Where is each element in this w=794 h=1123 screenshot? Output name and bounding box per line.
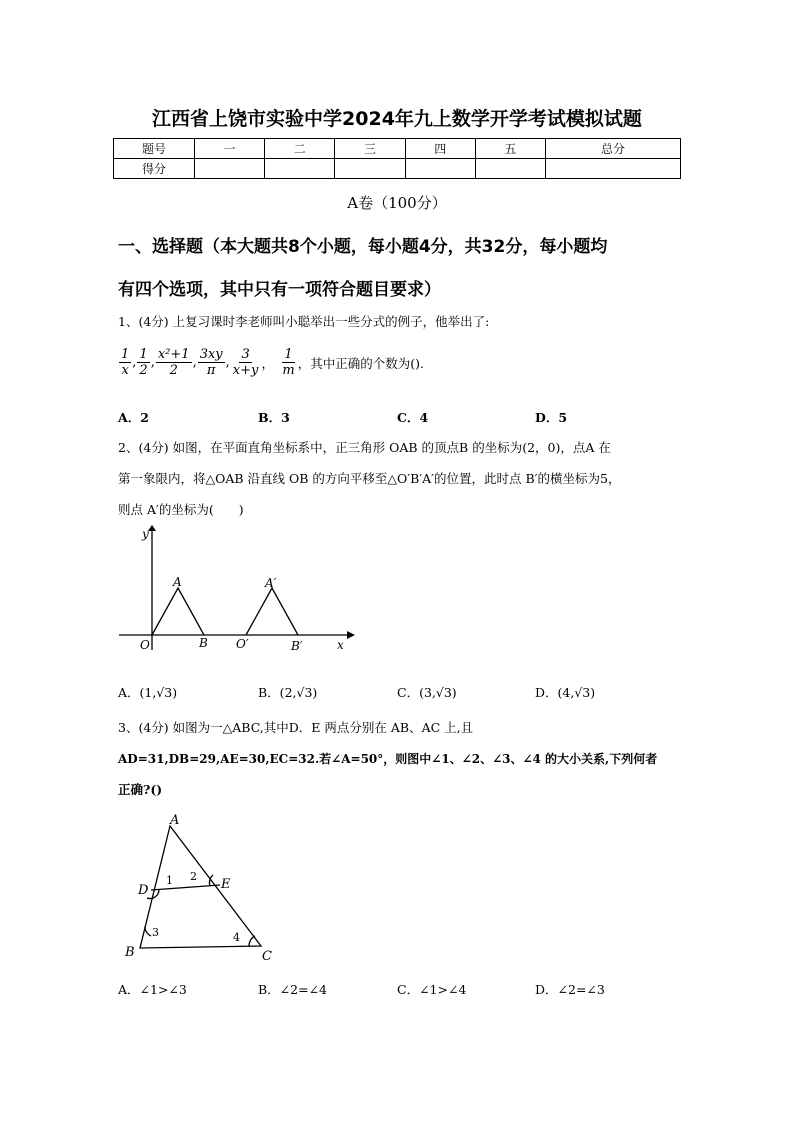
triangle-oab bbox=[152, 588, 204, 635]
part1-heading-line1: 一、选择题（本大题共8个小题，每小题4分，共32分，每小题均 bbox=[118, 237, 608, 257]
fraction: $\frac{1}{2}$ bbox=[139, 347, 148, 378]
q2-line2: 第一象限内，将△OAB 沿直线 OB 的方向平移至△O′B′A′的位置，此时点 B′的横坐标为5， bbox=[118, 471, 621, 486]
label-b: B bbox=[125, 945, 135, 960]
score-input-cell[interactable] bbox=[546, 159, 681, 179]
exam-title: 江西省上饶市实验中学2024年九上数学开学考试模拟试题 bbox=[152, 108, 642, 130]
q1-option-b[interactable]: B．3 bbox=[258, 410, 290, 425]
q3-line1: 3、(4分) 如图为一△ABC,其中D．E 两点分别在 AB、AC 上,且 bbox=[118, 720, 474, 735]
label-x: x bbox=[337, 638, 344, 652]
table-cell: 得分 bbox=[114, 159, 195, 179]
label-a: A bbox=[170, 813, 180, 828]
table-cell: 一 bbox=[195, 139, 265, 159]
score-table bbox=[113, 138, 681, 179]
section-title: A卷（100分） bbox=[347, 194, 447, 212]
q2-option-b[interactable]: B．(2,√3) bbox=[258, 685, 318, 700]
q2-option-a[interactable]: A．(1,√3) bbox=[118, 685, 178, 700]
triangle-o2a2b2 bbox=[246, 588, 298, 635]
q3-triangle-figure bbox=[118, 812, 288, 964]
angle-label-1: 1 bbox=[166, 874, 173, 887]
fraction: $\frac{3xy}{\pi}$ bbox=[199, 347, 223, 378]
q1-fraction-list: $\frac{1}{x}$ , $\frac{1}{2}$ , $\frac{\text{x²+1}}{2}$ , $\frac{3xy}{\pi}$ , $\frac{3}{x+y}$ ， $\frac{1}{m}$ ，其中正确的个数为(). bbox=[121, 347, 424, 378]
score-input-cell[interactable] bbox=[405, 159, 475, 179]
fraction: $\frac{1}{m}$ bbox=[282, 347, 295, 378]
score-input-cell[interactable] bbox=[265, 159, 335, 179]
q3-line2: AD=31,DB=29,AE=30,EC=32.若∠A=50°，则图中∠1、∠2、∠3、∠4 的大小关系,下列何者 bbox=[118, 752, 658, 766]
score-input-cell[interactable] bbox=[475, 159, 545, 179]
q3-option-d[interactable]: D．∠2=∠3 bbox=[535, 982, 605, 997]
q1-option-d[interactable]: D．5 bbox=[535, 410, 568, 425]
label-d: D bbox=[138, 883, 149, 898]
table-cell: 题号 bbox=[114, 139, 195, 159]
fraction: $\frac{3}{x+y}$ bbox=[232, 347, 259, 378]
angle-3-arc bbox=[145, 926, 151, 936]
y-axis-arrow bbox=[148, 525, 156, 531]
fraction: $\frac{1}{x}$ bbox=[121, 347, 130, 378]
table-cell: 四 bbox=[405, 139, 475, 159]
score-input-cell[interactable] bbox=[335, 159, 405, 179]
q2-line3: 则点 A′的坐标为( ) bbox=[118, 502, 244, 517]
table-cell: 五 bbox=[475, 139, 545, 159]
label-o-prime: O′ bbox=[236, 637, 249, 651]
q3-option-b[interactable]: B．∠2=∠4 bbox=[258, 982, 328, 997]
score-input-cell[interactable] bbox=[195, 159, 265, 179]
label-b: B bbox=[199, 636, 208, 650]
label-e: E bbox=[221, 877, 231, 892]
q1-option-a[interactable]: A．2 bbox=[118, 410, 149, 425]
label-b-prime: B′ bbox=[291, 639, 303, 653]
x-axis-arrow bbox=[347, 631, 355, 639]
q2-coordinate-figure bbox=[115, 525, 355, 655]
table-cell: 二 bbox=[265, 139, 335, 159]
label-y: y bbox=[142, 527, 149, 541]
label-a-prime: A′ bbox=[265, 576, 277, 590]
q2-line1: 2、(4分) 如图，在平面直角坐标系中，正三角形 OAB 的顶点B 的坐标为(2，0)，点A 在 bbox=[118, 440, 611, 455]
fraction: $\frac{\text{x²+1}}{2}$ bbox=[157, 347, 190, 378]
q2-option-c[interactable]: C．(3,√3) bbox=[397, 685, 457, 700]
label-o: O bbox=[140, 638, 150, 652]
q3-option-a[interactable]: A．∠1>∠3 bbox=[118, 982, 187, 997]
q2-option-d[interactable]: D．(4,√3) bbox=[535, 685, 596, 700]
label-a: A bbox=[173, 575, 182, 589]
q1-stem: 1、(4分) 上复习课时李老师叫小聪举出一些分式的例子，他举出了: bbox=[118, 314, 490, 329]
score-table-score-row bbox=[114, 159, 681, 179]
q3-line3: 正确?() bbox=[118, 782, 163, 797]
angle-label-2: 2 bbox=[190, 870, 197, 883]
score-table-header-row bbox=[114, 139, 681, 159]
table-cell: 总分 bbox=[546, 139, 681, 159]
angle-label-3: 3 bbox=[152, 926, 159, 939]
q1-option-c[interactable]: C．4 bbox=[397, 410, 429, 425]
q3-option-c[interactable]: C．∠1>∠4 bbox=[397, 982, 467, 997]
label-c: C bbox=[262, 949, 272, 964]
part1-heading-line2: 有四个选项，其中只有一项符合题目要求） bbox=[118, 280, 441, 300]
q1-tail: ，其中正确的个数为(). bbox=[297, 355, 424, 371]
angle-label-4: 4 bbox=[233, 931, 240, 944]
table-cell: 三 bbox=[335, 139, 405, 159]
